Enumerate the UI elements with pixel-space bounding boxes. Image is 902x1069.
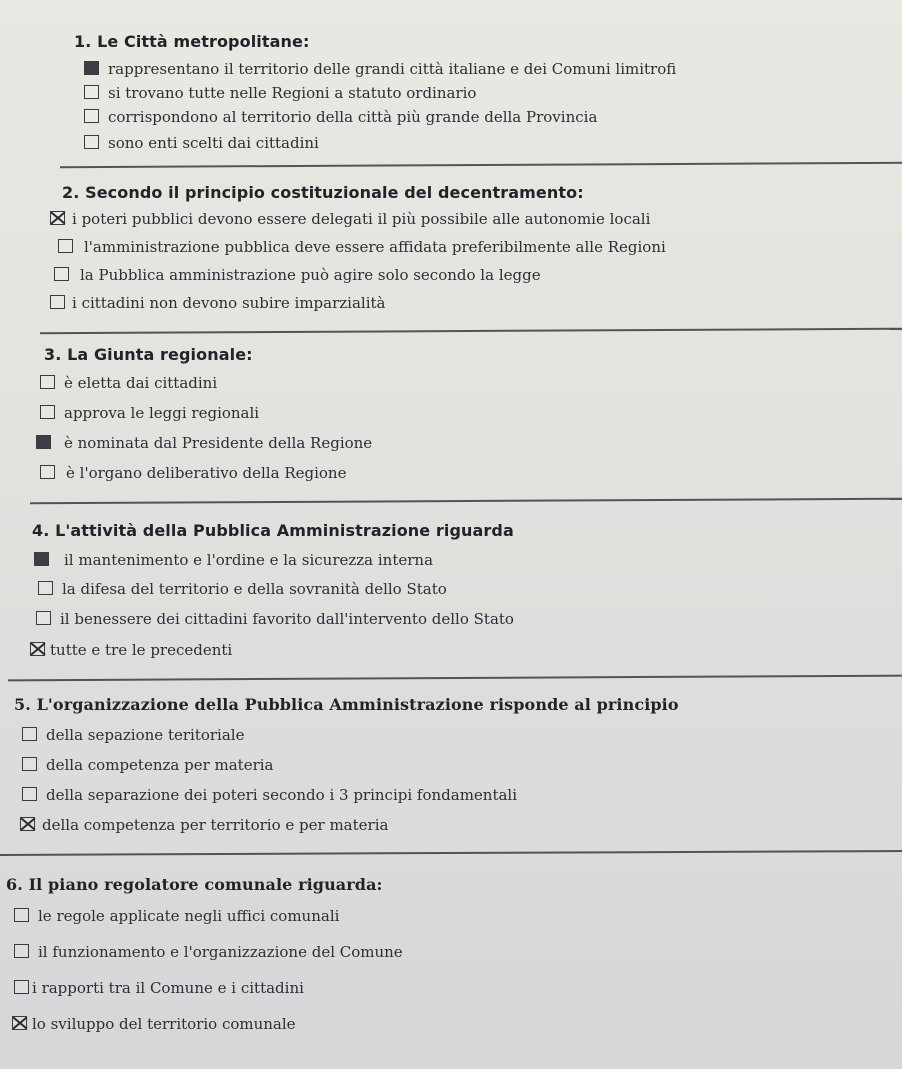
checkbox-empty-icon[interactable] <box>84 85 99 99</box>
question-3-title: 3. La Giunta regionale: <box>44 345 253 364</box>
option-text: il benessere dei cittadini favorito dall'intervento dello Stato <box>60 610 514 628</box>
checkbox-empty-icon[interactable] <box>22 787 37 801</box>
option-text: corrispondono al territorio della città più grande della Provincia <box>108 108 598 126</box>
option-text: tutte e tre le precedenti <box>50 641 233 659</box>
option-text: il mantenimento e l'ordine e la sicurezza interna <box>64 551 434 569</box>
option-text: della separazione dei poteri secondo i 3 principi fondamentali <box>46 786 518 804</box>
checkbox-empty-icon[interactable] <box>40 375 55 389</box>
option-text: i rapporti tra il Comune e i cittadini <box>32 979 304 997</box>
checkbox-crossed-icon[interactable] <box>12 1016 27 1030</box>
divider-line <box>40 328 902 335</box>
checkbox-empty-icon[interactable] <box>84 135 99 149</box>
checkbox-filled-icon[interactable] <box>34 552 49 566</box>
option-text: è l'organo deliberativo della Regione <box>66 464 347 482</box>
option-text: approva le leggi regionali <box>64 404 260 422</box>
option-text: sono enti scelti dai cittadini <box>108 134 319 152</box>
option-text: della competenza per materia <box>46 756 274 774</box>
checkbox-crossed-icon[interactable] <box>20 817 35 831</box>
option-text: della competenza per territorio e per materia <box>42 816 389 834</box>
option-text: il funzionamento e l'organizzazione del Comune <box>38 943 403 961</box>
checkbox-empty-icon[interactable] <box>38 581 53 595</box>
checkbox-empty-icon[interactable] <box>58 239 73 253</box>
divider-line <box>8 675 902 682</box>
checkbox-crossed-icon[interactable] <box>50 211 65 225</box>
option-text: è eletta dai cittadini <box>64 374 218 392</box>
option-text: è nominata dal Presidente della Regione <box>64 434 373 452</box>
divider-line <box>0 850 902 856</box>
checkbox-empty-icon[interactable] <box>14 944 29 958</box>
option-text: rappresentano il territorio delle grandi città italiane e dei Comuni limitrofi <box>108 60 677 78</box>
checkbox-empty-icon[interactable] <box>50 295 65 309</box>
checkbox-empty-icon[interactable] <box>14 908 29 922</box>
divider-line <box>30 498 902 505</box>
checkbox-empty-icon[interactable] <box>22 757 37 771</box>
divider-line <box>60 162 902 168</box>
checkbox-empty-icon[interactable] <box>36 611 51 625</box>
question-4-title: 4. L'attività della Pubblica Amministrazione riguarda <box>32 521 514 540</box>
option-text: la Pubblica amministrazione può agire solo secondo la legge <box>80 266 541 284</box>
checkbox-empty-icon[interactable] <box>54 267 69 281</box>
checkbox-empty-icon[interactable] <box>22 727 37 741</box>
option-text: l'amministrazione pubblica deve essere affidata preferibilmente alle Regioni <box>84 238 666 256</box>
question-6-title: 6. Il piano regolatore comunale riguarda: <box>6 875 383 894</box>
checkbox-empty-icon[interactable] <box>14 980 29 994</box>
option-text: i poteri pubblici devono essere delegati il più possibile alle autonomie locali <box>72 210 651 228</box>
option-text: le regole applicate negli uffici comunali <box>38 907 340 925</box>
checkbox-crossed-icon[interactable] <box>30 642 45 656</box>
question-1-title: 1. Le Città metropolitane: <box>74 32 310 51</box>
checkbox-filled-icon[interactable] <box>84 61 99 75</box>
question-2-title: 2. Secondo il principio costituzionale del decentramento: <box>62 183 584 202</box>
question-5-title: 5. L'organizzazione della Pubblica Amministrazione risponde al principio <box>14 695 679 714</box>
option-text: i cittadini non devono subire imparzialità <box>72 294 386 312</box>
option-text: la difesa del territorio e della sovranità dello Stato <box>62 580 447 598</box>
checkbox-filled-icon[interactable] <box>36 435 51 449</box>
option-text: si trovano tutte nelle Regioni a statuto ordinario <box>108 84 477 102</box>
checkbox-empty-icon[interactable] <box>84 109 99 123</box>
checkbox-empty-icon[interactable] <box>40 405 55 419</box>
checkbox-empty-icon[interactable] <box>40 465 55 479</box>
option-text: lo sviluppo del territorio comunale <box>32 1015 296 1033</box>
option-text: della sepazione teritoriale <box>46 726 245 744</box>
